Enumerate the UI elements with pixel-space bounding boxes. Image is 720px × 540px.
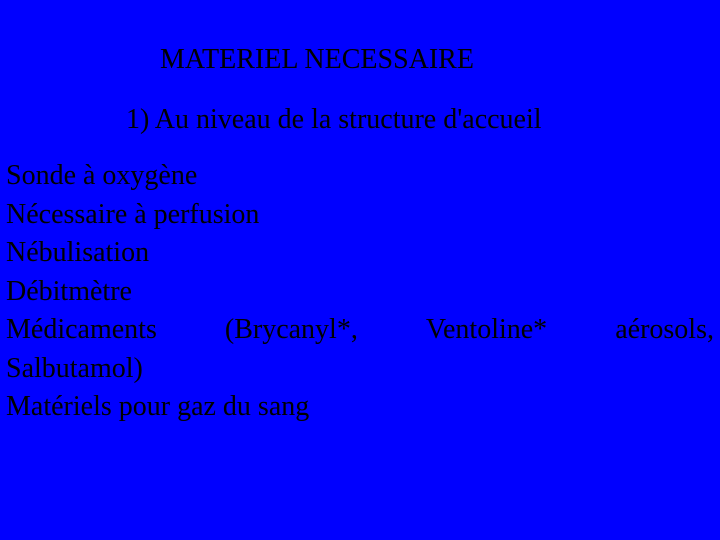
list-item: Nécessaire à perfusion — [6, 198, 260, 230]
list-item: Débitmètre — [6, 275, 132, 307]
medications-word: Médicaments — [6, 314, 157, 345]
slide-subtitle: 1) Au niveau de la structure d'accueil — [126, 104, 542, 135]
equipment-list — [6, 157, 714, 427]
list-item: Nébulisation — [6, 237, 150, 268]
list-item: Sonde à oxygène — [6, 160, 198, 191]
list-item: Matériels pour gaz du sang — [6, 391, 310, 422]
brycanyl-word: (Brycanyl*, — [224, 314, 358, 345]
aerosols-word: aérosols, — [615, 314, 714, 345]
medications-continuation: Salbutamol) — [6, 352, 143, 384]
medications-line — [6, 311, 714, 350]
slide-title: MATERIEL NECESSAIRE — [160, 44, 474, 75]
ventoline-word: Ventoline* — [425, 314, 548, 345]
